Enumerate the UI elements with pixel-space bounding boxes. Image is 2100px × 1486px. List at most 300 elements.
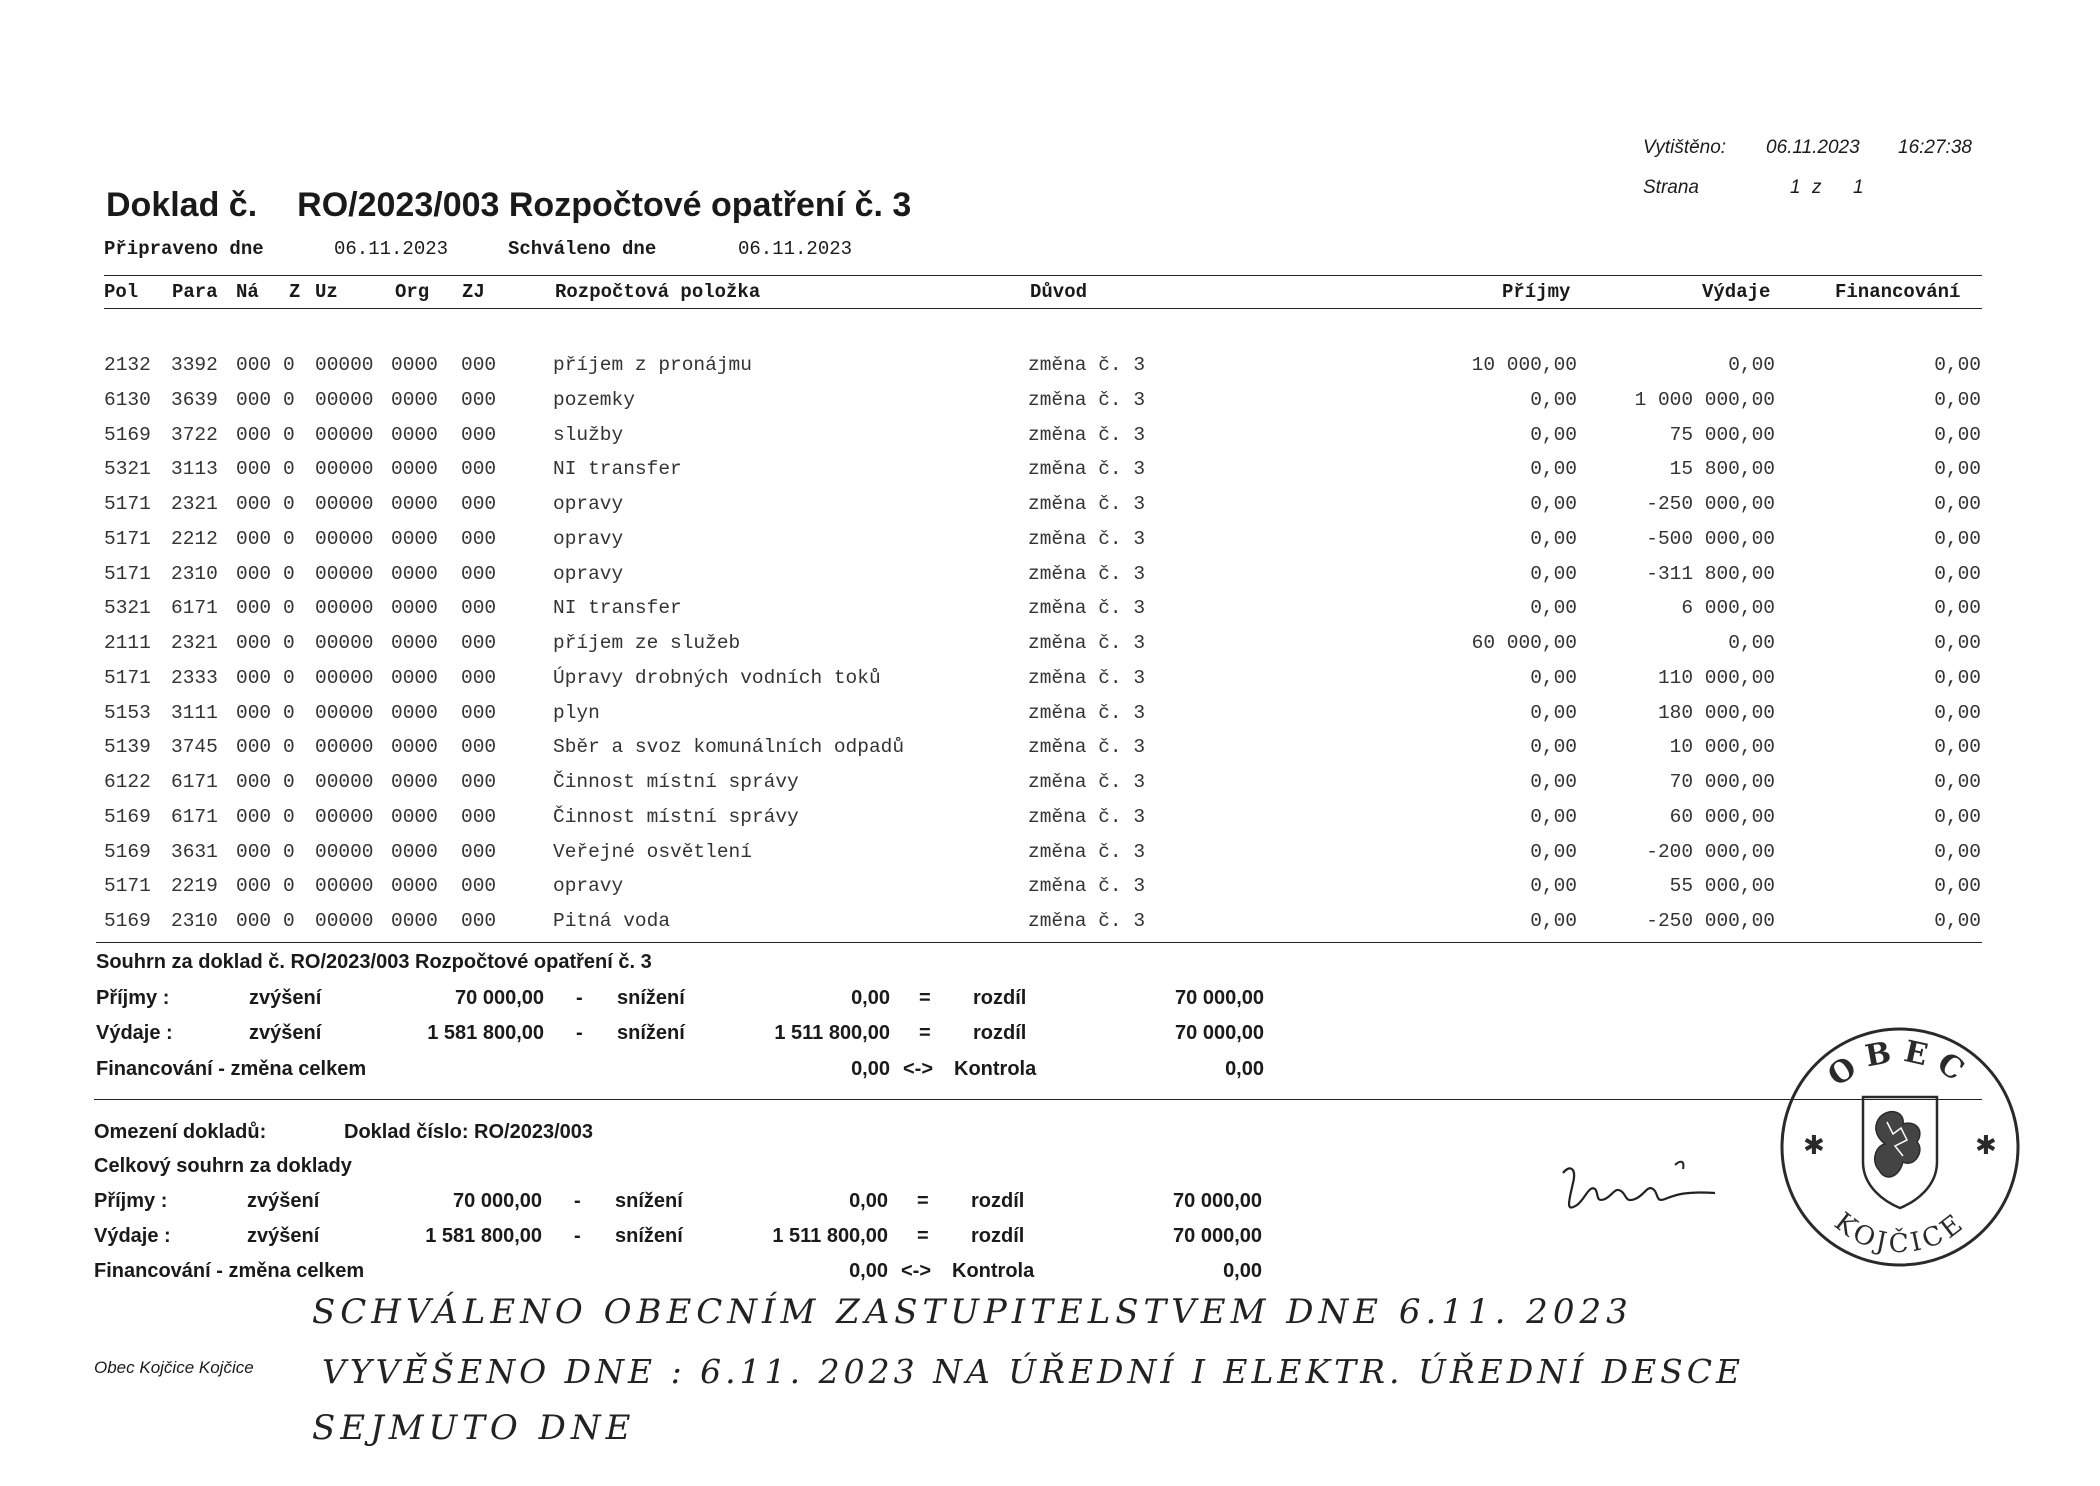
table-row	[0, 389, 2100, 423]
cell-income: 0,00	[1530, 423, 1577, 446]
cell-uz: 00000	[315, 840, 374, 863]
cell-uz: 00000	[315, 423, 374, 446]
col-expense: Výdaje	[1702, 281, 1771, 303]
cell-financing: 0,00	[1934, 562, 1981, 585]
cell-uz: 00000	[315, 354, 374, 376]
cell-item: Činnost místní správy	[553, 771, 799, 793]
header-top-rule	[104, 275, 1982, 276]
cell-uz: 00000	[315, 632, 374, 654]
printed-label: Vytištěno:	[1643, 137, 1727, 158]
cell-income: 10 000,00	[1471, 354, 1577, 376]
col-zj: ZJ	[462, 281, 485, 303]
cell-na: 000	[236, 701, 272, 724]
cell-expense: -200 000,00	[1646, 840, 1775, 863]
handwritten-approved: SCHVÁLENO OBECNÍM ZASTUPITELSTVEM DNE 6.11. 2023	[312, 1292, 1633, 1332]
table-row	[0, 354, 2100, 388]
total-expense-minus: -	[574, 1225, 581, 1247]
cell-expense: -250 000,00	[1646, 493, 1775, 515]
cell-income: 0,00	[1530, 666, 1577, 689]
total-income-decrease: 0,00	[849, 1190, 888, 1212]
handwritten-posted: VYVĚŠENO DNE : 6.11. 2023 NA ÚŘEDNÍ I ELEKTR. ÚŘEDNÍ DESCE	[322, 1352, 1745, 1391]
cell-z: 0	[283, 597, 295, 620]
col-item: Rozpočtová položka	[555, 281, 761, 303]
cell-para: 2212	[171, 527, 218, 550]
cell-uz: 00000	[315, 458, 374, 481]
cell-z: 0	[283, 910, 295, 932]
cell-financing: 0,00	[1934, 458, 1981, 481]
total-expense-diff: 70 000,00	[1173, 1225, 1262, 1247]
cell-income: 0,00	[1530, 527, 1577, 550]
cell-zj: 000	[461, 736, 497, 759]
svg-text:✱: ✱	[1975, 1131, 1997, 1161]
cell-na: 000	[236, 736, 272, 759]
page-label: Strana	[1643, 177, 1699, 198]
cell-org: 0000	[391, 527, 438, 550]
table-row	[0, 424, 2100, 458]
cell-na: 000	[236, 597, 272, 620]
cell-income: 0,00	[1530, 910, 1577, 932]
cell-reason: změna č. 3	[1028, 388, 1146, 411]
col-org: Org	[395, 281, 430, 303]
cell-zj: 000	[461, 771, 497, 793]
total-income-diff: 70 000,00	[1173, 1190, 1262, 1212]
doc-prefix: Doklad č.	[106, 186, 258, 224]
cell-para: 2321	[171, 632, 218, 654]
cell-na: 000	[236, 388, 272, 411]
doc-title-text: RO/2023/003 Rozpočtové opatření č. 3	[297, 186, 912, 224]
handwritten-removed: SEJMUTO DNE	[312, 1408, 636, 1448]
cell-zj: 000	[461, 632, 497, 654]
cell-z: 0	[283, 701, 295, 724]
col-pol: Pol	[104, 281, 139, 303]
cell-zj: 000	[461, 388, 497, 411]
cell-uz: 00000	[315, 388, 374, 411]
col-na: Ná	[236, 281, 259, 303]
cell-financing: 0,00	[1934, 771, 1981, 793]
page-of: z	[1812, 177, 1822, 198]
cell-expense: -311 800,00	[1646, 562, 1775, 585]
cell-reason: změna č. 3	[1028, 458, 1146, 481]
cell-expense: 75 000,00	[1669, 423, 1775, 446]
cell-na: 000	[236, 632, 272, 654]
cell-financing: 0,00	[1934, 910, 1981, 932]
document-title	[106, 186, 911, 225]
cell-reason: změna č. 3	[1028, 840, 1146, 863]
table-row	[0, 841, 2100, 875]
cell-uz: 00000	[315, 597, 374, 620]
total-income-equals: =	[917, 1190, 929, 1212]
municipal-stamp	[1775, 1022, 2025, 1272]
cell-na: 000	[236, 423, 272, 446]
summary-expense-decrease: 1 511 800,00	[774, 1022, 890, 1044]
cell-income: 0,00	[1530, 805, 1577, 828]
cell-para: 6171	[171, 597, 218, 620]
summary-expense-diff-label: rozdíl	[973, 1022, 1027, 1044]
cell-reason: změna č. 3	[1028, 632, 1146, 654]
cell-financing: 0,00	[1934, 840, 1981, 863]
cell-z: 0	[283, 632, 295, 654]
cell-z: 0	[283, 736, 295, 759]
cell-para: 3392	[171, 354, 218, 376]
cell-financing: 0,00	[1934, 875, 1981, 898]
cell-uz: 00000	[315, 527, 374, 550]
cell-para: 3639	[171, 388, 218, 411]
cell-expense: 180 000,00	[1657, 701, 1775, 724]
cell-expense: 1 000 000,00	[1634, 388, 1775, 411]
cell-reason: změna č. 3	[1028, 423, 1146, 446]
stamp-bottom-text: KOJČICE	[1828, 1207, 1972, 1260]
cell-zj: 000	[461, 840, 497, 863]
cell-z: 0	[283, 423, 295, 446]
cell-z: 0	[283, 666, 295, 689]
cell-income: 0,00	[1530, 736, 1577, 759]
cell-income: 0,00	[1530, 458, 1577, 481]
cell-income: 0,00	[1530, 493, 1577, 515]
col-income: Příjmy	[1502, 281, 1571, 303]
total-financing-value: 0,00	[849, 1260, 888, 1282]
prepared-date: 06.11.2023	[334, 238, 449, 260]
prepared-label: Připraveno dne	[104, 238, 264, 260]
total-expense-increase: 1 581 800,00	[425, 1225, 542, 1247]
cell-financing: 0,00	[1934, 701, 1981, 724]
cell-na: 000	[236, 910, 272, 932]
cell-pol: 5321	[104, 597, 151, 620]
cell-financing: 0,00	[1934, 493, 1981, 515]
summary-control-label: Kontrola	[954, 1058, 1037, 1080]
cell-org: 0000	[391, 701, 438, 724]
cell-uz: 00000	[315, 910, 374, 932]
summary-income-diff-label: rozdíl	[973, 987, 1027, 1009]
cell-reason: změna č. 3	[1028, 597, 1146, 620]
cell-org: 0000	[391, 493, 438, 515]
cell-org: 0000	[391, 771, 438, 793]
cell-uz: 00000	[315, 805, 374, 828]
cell-reason: změna č. 3	[1028, 701, 1146, 724]
cell-reason: změna č. 3	[1028, 527, 1146, 550]
cell-income: 0,00	[1530, 562, 1577, 585]
summary-expense-minus: -	[576, 1022, 583, 1044]
cell-financing: 0,00	[1934, 527, 1981, 550]
cell-item: Úpravy drobných vodních toků	[553, 666, 881, 689]
cell-para: 3745	[171, 736, 218, 759]
total-expense-label: Výdaje :	[94, 1225, 171, 1247]
cell-item: NI transfer	[553, 597, 682, 620]
page-number: 1	[1790, 177, 1801, 198]
cell-pol: 5169	[104, 840, 151, 863]
cell-expense: 6 000,00	[1681, 597, 1775, 620]
cell-uz: 00000	[315, 666, 374, 689]
table-row	[0, 632, 2100, 666]
cell-expense: 70 000,00	[1669, 771, 1775, 793]
cell-na: 000	[236, 666, 272, 689]
cell-item: NI transfer	[553, 458, 682, 481]
header-bottom-rule	[104, 308, 1982, 309]
cell-pol: 5153	[104, 701, 151, 724]
cell-z: 0	[283, 527, 295, 550]
cell-item: příjem z pronájmu	[553, 354, 752, 376]
total-expense-increase-label: zvýšení	[247, 1225, 320, 1247]
cell-na: 000	[236, 527, 272, 550]
restriction-doc: Doklad číslo: RO/2023/003	[344, 1121, 594, 1143]
total-income-label: Příjmy :	[94, 1190, 168, 1212]
cell-org: 0000	[391, 840, 438, 863]
cell-na: 000	[236, 354, 272, 376]
cell-item: příjem ze služeb	[553, 632, 741, 654]
table-row	[0, 806, 2100, 840]
cell-pol: 5139	[104, 736, 151, 759]
summary-title: Souhrn za doklad č. RO/2023/003 Rozpočtové opatření č. 3	[96, 951, 652, 973]
cell-na: 000	[236, 493, 272, 515]
total-expense-decrease-label: snížení	[615, 1225, 683, 1247]
cell-z: 0	[283, 771, 295, 793]
table-row	[0, 528, 2100, 562]
cell-z: 0	[283, 562, 295, 585]
cell-para: 2310	[171, 910, 218, 932]
table-row	[0, 771, 2100, 805]
cell-org: 0000	[391, 875, 438, 898]
cell-financing: 0,00	[1934, 632, 1981, 654]
cell-reason: změna č. 3	[1028, 493, 1146, 515]
summary-financing-label: Financování - změna celkem	[96, 1058, 367, 1080]
cell-z: 0	[283, 354, 295, 376]
cell-expense: 0,00	[1728, 632, 1775, 654]
cell-expense: -250 000,00	[1646, 910, 1775, 932]
cell-na: 000	[236, 771, 272, 793]
cell-expense: 60 000,00	[1669, 805, 1775, 828]
cell-para: 6171	[171, 771, 218, 793]
cell-pol: 5169	[104, 805, 151, 828]
cell-na: 000	[236, 875, 272, 898]
cell-zj: 000	[461, 527, 497, 550]
cell-financing: 0,00	[1934, 423, 1981, 446]
approved-date: 06.11.2023	[738, 238, 853, 260]
cell-item: opravy	[553, 493, 624, 515]
cell-org: 0000	[391, 805, 438, 828]
table-row	[0, 667, 2100, 701]
cell-para: 2333	[171, 666, 218, 689]
cell-z: 0	[283, 388, 295, 411]
table-row	[0, 597, 2100, 631]
cell-income: 0,00	[1530, 840, 1577, 863]
summary-expense-label: Výdaje :	[96, 1022, 173, 1044]
cell-org: 0000	[391, 354, 438, 376]
svg-text:KOJČICE	[1829, 1207, 1972, 1259]
cell-zj: 000	[461, 354, 497, 376]
total-title: Celkový souhrn za doklady	[94, 1155, 352, 1177]
cell-zj: 000	[461, 423, 497, 446]
table-row	[0, 875, 2100, 909]
table-bottom-rule	[96, 942, 1982, 943]
total-financing-label: Financování - změna celkem	[94, 1260, 365, 1282]
cell-item: opravy	[553, 562, 624, 585]
col-uz: Uz	[315, 281, 338, 303]
cell-na: 000	[236, 840, 272, 863]
total-income-minus: -	[574, 1190, 581, 1212]
col-reason: Důvod	[1030, 281, 1088, 303]
cell-na: 000	[236, 562, 272, 585]
cell-para: 2310	[171, 562, 218, 585]
table-row	[0, 458, 2100, 492]
cell-org: 0000	[391, 388, 438, 411]
cell-income: 0,00	[1530, 875, 1577, 898]
cell-zj: 000	[461, 805, 497, 828]
cell-income: 60 000,00	[1471, 632, 1577, 654]
cell-expense: 110 000,00	[1657, 666, 1775, 689]
summary-financing-value: 0,00	[851, 1058, 890, 1080]
cell-reason: změna č. 3	[1028, 354, 1146, 376]
total-control-value: 0,00	[1223, 1260, 1262, 1282]
cell-pol: 5321	[104, 458, 151, 481]
cell-uz: 00000	[315, 875, 374, 898]
cell-item: Činnost místní správy	[553, 805, 799, 828]
cell-income: 0,00	[1530, 597, 1577, 620]
restriction-label: Omezení dokladů:	[94, 1121, 267, 1143]
cell-zj: 000	[461, 562, 497, 585]
table-row	[0, 493, 2100, 527]
cell-org: 0000	[391, 910, 438, 932]
cell-financing: 0,00	[1934, 597, 1981, 620]
cell-uz: 00000	[315, 771, 374, 793]
total-income-increase: 70 000,00	[453, 1190, 542, 1212]
summary-income-increase: 70 000,00	[455, 987, 544, 1009]
cell-income: 0,00	[1530, 701, 1577, 724]
cell-pol: 6122	[104, 771, 151, 793]
cell-item: plyn	[553, 701, 600, 724]
summary-income-minus: -	[576, 987, 583, 1009]
summary-income-diff: 70 000,00	[1175, 987, 1264, 1009]
svg-text:✱: ✱	[1803, 1131, 1825, 1161]
cell-pol: 5171	[104, 875, 151, 898]
cell-pol: 5171	[104, 493, 151, 515]
col-para: Para	[172, 281, 218, 303]
summary-income-label: Příjmy :	[96, 987, 170, 1009]
summary-expense-increase-label: zvýšení	[249, 1022, 322, 1044]
summary-arrows: <->	[903, 1058, 934, 1080]
signature	[1555, 1155, 1725, 1225]
table-row	[0, 736, 2100, 770]
summary-bottom-rule	[94, 1099, 1982, 1100]
cell-income: 0,00	[1530, 771, 1577, 793]
cell-para: 3111	[171, 701, 218, 724]
cell-zj: 000	[461, 597, 497, 620]
cell-item: opravy	[553, 527, 624, 550]
cell-pol: 5169	[104, 910, 151, 932]
summary-expense-equals: =	[919, 1022, 931, 1044]
stamp-top-text: OBEC	[1821, 1033, 1979, 1094]
cell-item: Pitná voda	[553, 910, 671, 932]
col-financing: Financování	[1835, 281, 1961, 303]
cell-uz: 00000	[315, 493, 374, 515]
cell-z: 0	[283, 875, 295, 898]
cell-org: 0000	[391, 666, 438, 689]
cell-para: 3631	[171, 840, 218, 863]
cell-zj: 000	[461, 910, 497, 932]
table-row	[0, 702, 2100, 736]
total-arrows: <->	[901, 1260, 932, 1282]
cell-zj: 000	[461, 458, 497, 481]
summary-expense-decrease-label: snížení	[617, 1022, 685, 1044]
cell-pol: 2132	[104, 354, 151, 376]
cell-para: 2219	[171, 875, 218, 898]
cell-pol: 5171	[104, 666, 151, 689]
cell-org: 0000	[391, 632, 438, 654]
cell-na: 000	[236, 458, 272, 481]
cell-item: služby	[553, 423, 624, 446]
cell-para: 6171	[171, 805, 218, 828]
approved-label: Schváleno dne	[508, 238, 657, 260]
cell-reason: změna č. 3	[1028, 736, 1146, 759]
cell-reason: změna č. 3	[1028, 910, 1146, 932]
total-expense-decrease: 1 511 800,00	[772, 1225, 888, 1247]
summary-income-decrease: 0,00	[851, 987, 890, 1009]
summary-income-increase-label: zvýšení	[249, 987, 322, 1009]
cell-item: Veřejné osvětlení	[553, 840, 752, 863]
cell-expense: 10 000,00	[1669, 736, 1775, 759]
summary-income-equals: =	[919, 987, 931, 1009]
cell-reason: změna č. 3	[1028, 771, 1146, 793]
cell-reason: změna č. 3	[1028, 875, 1146, 898]
cell-z: 0	[283, 840, 295, 863]
col-z: Z	[289, 281, 301, 303]
cell-na: 000	[236, 805, 272, 828]
cell-item: opravy	[553, 875, 624, 898]
cell-zj: 000	[461, 875, 497, 898]
cell-expense: 15 800,00	[1669, 458, 1775, 481]
cell-z: 0	[283, 458, 295, 481]
cell-zj: 000	[461, 666, 497, 689]
cell-uz: 00000	[315, 701, 374, 724]
cell-financing: 0,00	[1934, 388, 1981, 411]
total-income-increase-label: zvýšení	[247, 1190, 320, 1212]
cell-reason: změna č. 3	[1028, 805, 1146, 828]
cell-financing: 0,00	[1934, 354, 1981, 376]
footer-municipality: Obec Kojčice Kojčice	[94, 1358, 254, 1377]
cell-expense: -500 000,00	[1646, 527, 1775, 550]
cell-zj: 000	[461, 493, 497, 515]
cell-org: 0000	[391, 597, 438, 620]
cell-pol: 2111	[104, 632, 151, 654]
table-row	[0, 910, 2100, 944]
summary-expense-increase: 1 581 800,00	[427, 1022, 544, 1044]
table-row	[0, 563, 2100, 597]
cell-org: 0000	[391, 423, 438, 446]
cell-item: pozemky	[553, 388, 635, 411]
cell-org: 0000	[391, 562, 438, 585]
cell-z: 0	[283, 493, 295, 515]
cell-uz: 00000	[315, 736, 374, 759]
cell-uz: 00000	[315, 562, 374, 585]
cell-financing: 0,00	[1934, 666, 1981, 689]
cell-reason: změna č. 3	[1028, 666, 1146, 689]
cell-pol: 6130	[104, 388, 151, 411]
total-income-decrease-label: snížení	[615, 1190, 683, 1212]
total-expense-diff-label: rozdíl	[971, 1225, 1025, 1247]
printed-date: 06.11.2023	[1766, 137, 1860, 158]
printed-time: 16:27:38	[1898, 137, 1972, 158]
cell-income: 0,00	[1530, 388, 1577, 411]
page-total: 1	[1853, 177, 1864, 198]
cell-z: 0	[283, 805, 295, 828]
total-control-label: Kontrola	[952, 1260, 1035, 1282]
cell-para: 2321	[171, 493, 218, 515]
cell-pol: 5169	[104, 423, 151, 446]
cell-zj: 000	[461, 701, 497, 724]
cell-expense: 0,00	[1728, 354, 1775, 376]
cell-pol: 5171	[104, 527, 151, 550]
cell-para: 3722	[171, 423, 218, 446]
summary-income-decrease-label: snížení	[617, 987, 685, 1009]
cell-para: 3113	[171, 458, 218, 481]
